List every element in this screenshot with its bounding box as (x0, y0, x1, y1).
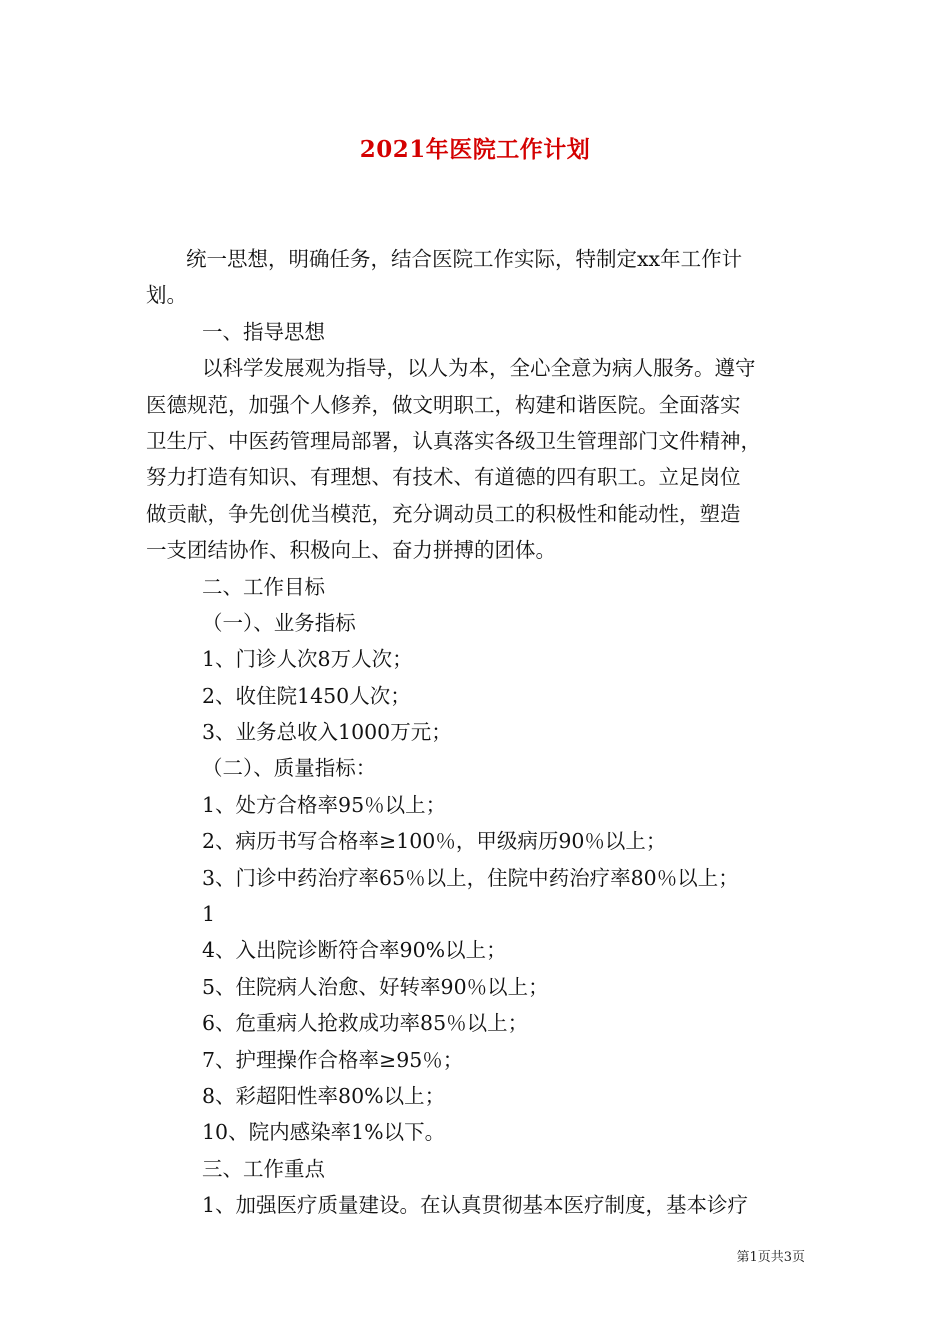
paragraph-line: 做贡献，争先创优当模范，充分调动员工的积极性和能动性，塑造 (146, 501, 741, 526)
section-heading: 三、工作重点 (202, 1156, 325, 1181)
list-item: 3、门诊中药治疗率65％以上，住院中药治疗率80％以上； (202, 865, 739, 890)
paragraph-line: 以科学发展观为指导，以人为本，全心全意为病人服务。遵守 (202, 356, 756, 381)
section-heading: 一、指导思想 (202, 319, 325, 344)
list-item: 2、收住院1450人次； (202, 683, 411, 708)
list-item: 6、危重病人抢救成功率85％以上； (202, 1011, 529, 1036)
section-heading: 二、工作目标 (202, 574, 325, 599)
list-item: 4、入出院诊断符合率90%以上； (202, 938, 507, 963)
page-footer: 第1页共3页 (736, 1250, 805, 1265)
list-item: 3、业务总收入1000万元； (202, 720, 452, 745)
paragraph-line: 1、加强医疗质量建设。在认真贯彻基本医疗制度，基本诊疗 (202, 1193, 749, 1218)
list-item: 1、门诊人次8万人次； (202, 647, 413, 672)
subsection-heading: （二）、质量指标： (202, 756, 377, 781)
paragraph-line: 一支团结协作、积极向上、奋力拼搏的团体。 (146, 538, 556, 563)
list-item: 2、病历书写合格率≥100％，甲级病历90％以上； (202, 829, 667, 854)
list-item: 5、住院病人治愈、好转率90％以上； (202, 974, 549, 999)
paragraph-line: 医德规范，加强个人修养，做文明职工，构建和谐医院。全面落实 (146, 392, 741, 417)
stray-number: 1 (202, 902, 216, 927)
list-item: 8、彩超阳性率80%以上； (202, 1083, 446, 1108)
list-item: 10、院内感染率1%以下。 (202, 1120, 446, 1145)
document-title: 2021年医院工作计划 (359, 136, 591, 163)
subsection-heading: （一）、业务指标 (202, 610, 356, 635)
paragraph-line: 努力打造有知识、有理想、有技术、有道德的四有职工。立足岗位 (146, 465, 741, 490)
paragraph-line: 统一思想，明确任务，结合医院工作实际，特制定xx年工作计 (186, 247, 743, 271)
paragraph-line: 划。 (146, 283, 187, 308)
list-item: 1、处方合格率95％以上； (202, 792, 447, 817)
list-item: 7、护理操作合格率≥95％； (202, 1047, 464, 1072)
paragraph-line: 卫生厅、中医药管理局部署，认真落实各级卫生管理部门文件精神， (146, 428, 761, 453)
document-body (146, 241, 814, 1224)
